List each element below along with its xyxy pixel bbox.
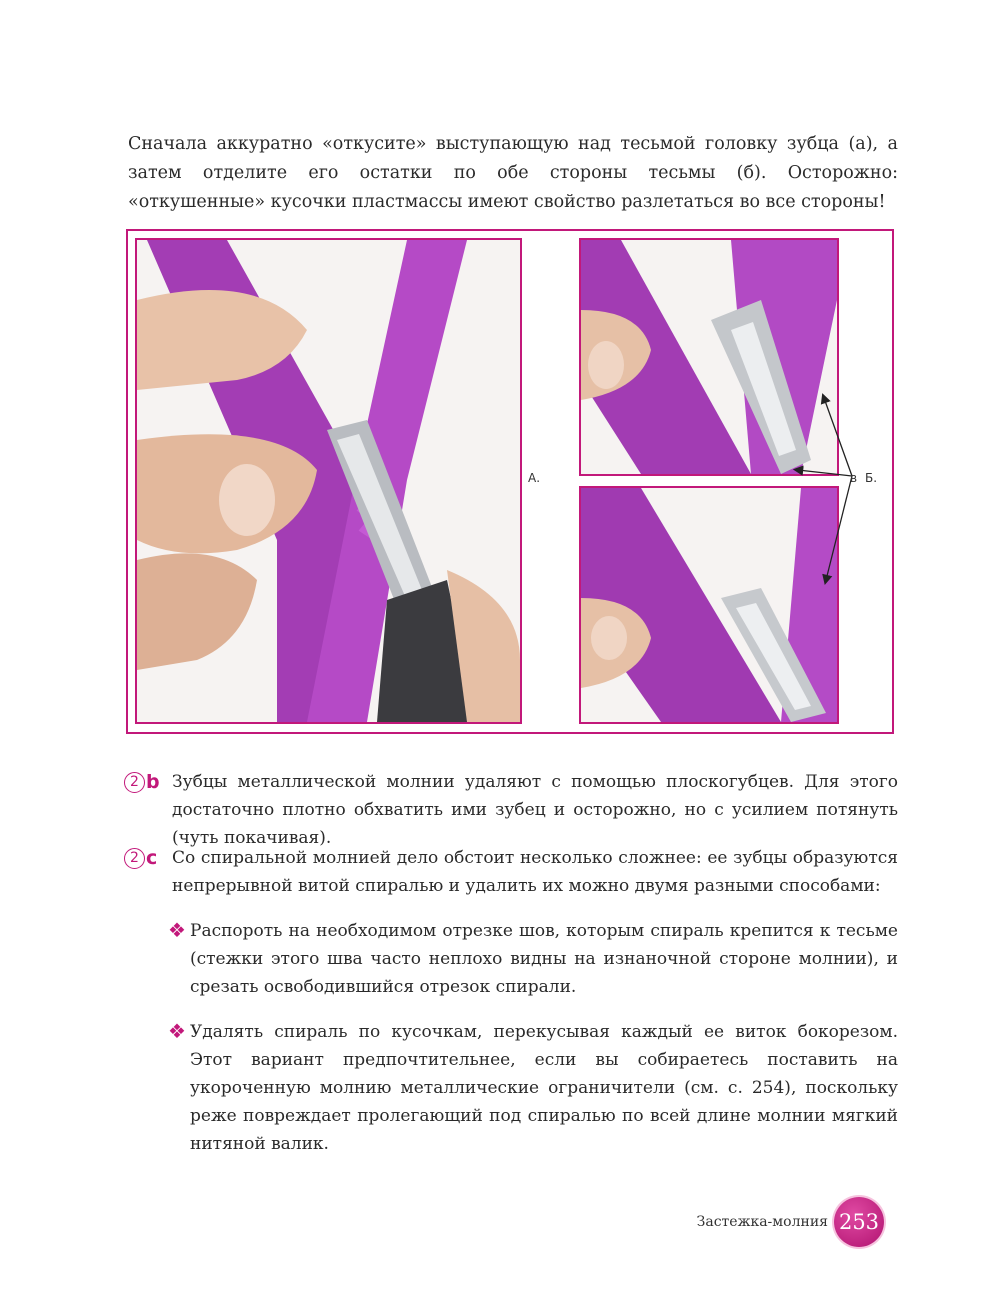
list-item bbox=[168, 917, 898, 1001]
list-item-text: Удалять спираль по кусочкам, перекусывая каждый ее виток бокорезом. Этот вариант предпочтительнее, если вы собираетесь поставить на укороченную молнию металлические ограничители (см. с. 254), поскольку реже повреждает пролегающий под спиралью по всей длине молнии мягкий нитяной валик. bbox=[190, 1022, 898, 1154]
step-2c bbox=[128, 844, 898, 900]
photo-cutting-tooth bbox=[135, 238, 522, 724]
figure-label-a: А. bbox=[528, 471, 541, 485]
diamond-bullet-icon: ❖ bbox=[168, 918, 186, 942]
figure-label-b: Б. bbox=[865, 471, 878, 485]
pointer-arrows bbox=[780, 380, 860, 590]
list-item bbox=[168, 1018, 898, 1158]
step-2b bbox=[128, 768, 898, 852]
step-text: Зубцы металлической молнии удаляют с помощью плоскогубцев. Для этого достаточно плотно обхватить ими зубец и осторожно, но с усилием потянуть (чуть покачивая). bbox=[172, 772, 898, 848]
step-text: Со спиральной молнией дело обстоит несколько сложнее: ее зубцы образуются непрерывной витой спиралью и удалить их можно двумя разными способами: bbox=[172, 848, 898, 896]
list-item-text: Распороть на необходимом отрезке шов, которым спираль крепится к тесьме (стежки этого шва часто неплохо видны на изнаночной стороне молнии), и срезать освободившийся отрезок спирали. bbox=[190, 921, 898, 997]
page-number: 253 bbox=[834, 1197, 884, 1247]
step-marker: 2 b bbox=[124, 768, 160, 796]
intro-paragraph: Сначала аккуратно «откусите» выступающую над тесьмой головку зубца (а), а затем отделите его остатки по обе стороны тесьмы (б). Осторожно: «откушенные» кусочки пластмассы имеют свойство разлетаться во все стороны! bbox=[128, 134, 898, 212]
step-marker: 2 c bbox=[124, 844, 157, 872]
diamond-bullet-icon: ❖ bbox=[168, 1019, 186, 1043]
footer-section-title: Застежка-молния bbox=[696, 1214, 828, 1230]
figure-label-b-letter: в bbox=[850, 471, 858, 485]
